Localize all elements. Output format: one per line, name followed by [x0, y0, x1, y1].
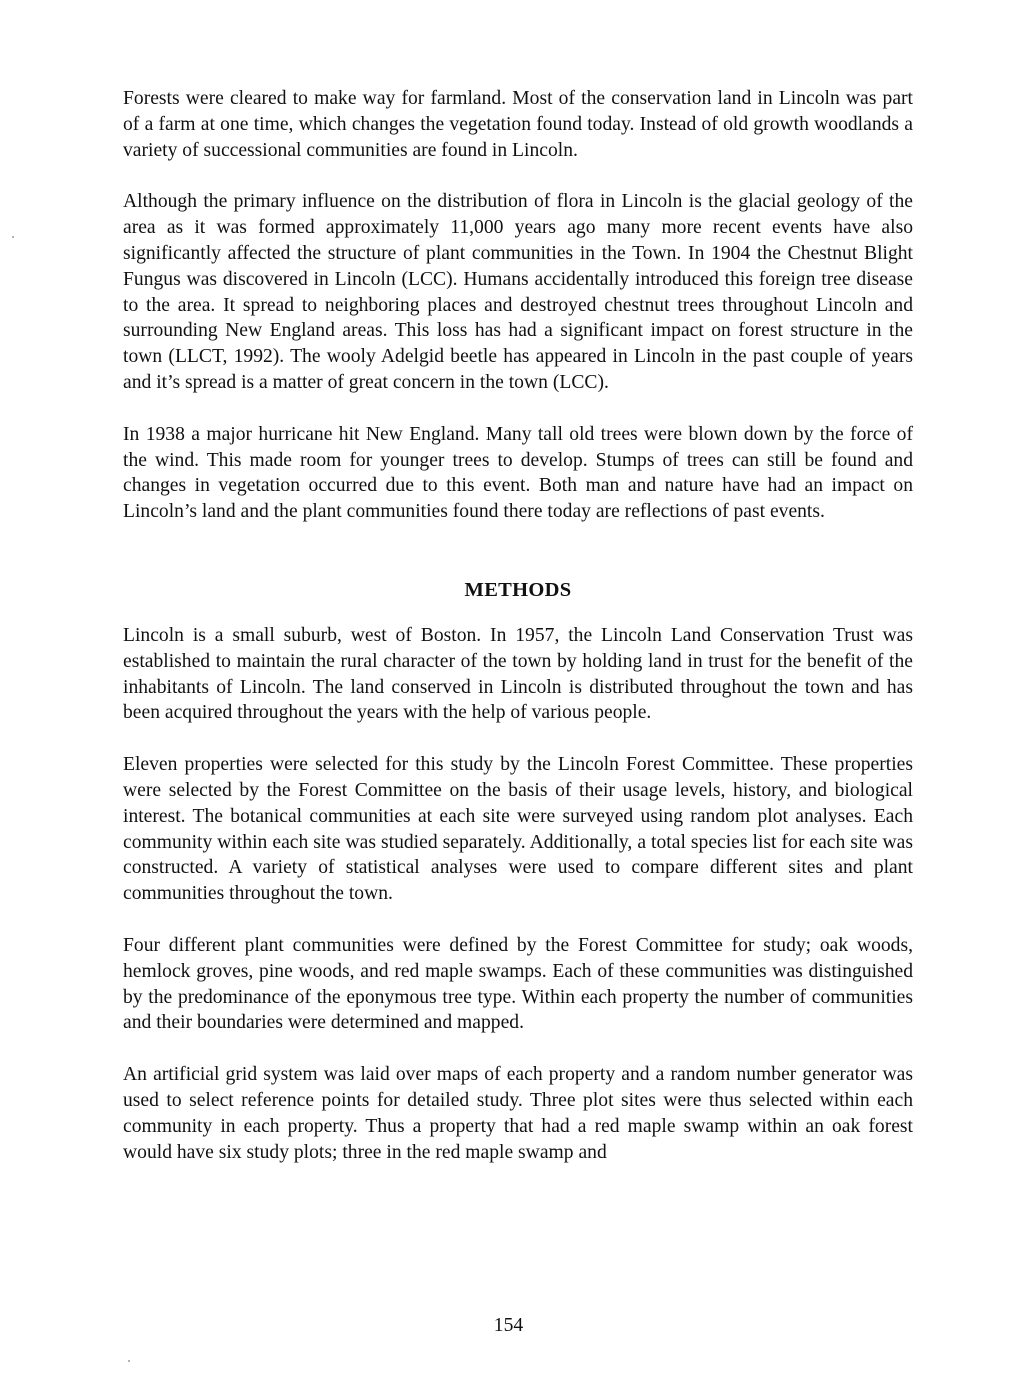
- methods-heading: METHODS: [464, 578, 572, 601]
- paragraph-hurricane-1938: In 1938 a major hurricane hit New England. Many tall old trees were blown down by the force of the wind. This made room for younger trees to develop. Stumps of trees can still be found and changes in vegetation occurred due to this event. Both man and nature have had an impact on Lincoln’s land and the plant communities found there today are reflections of past events.: [123, 423, 913, 523]
- paragraph-four-communities: Four different plant communities were defined by the Forest Committee for study; oak woods, hemlock groves, pine woods, and red maple swamps. Each of these communities was distinguished by the predominance of the eponymous tree type. Within each property the number of communities and their boundaries were determined and mapped.: [123, 934, 913, 1034]
- page-number: 154: [493, 1315, 524, 1336]
- paragraph-chestnut-blight: Although the primary influence on the distribution of flora in Lincoln is the glacial geology of the area as it was formed approximately 11,000 years ago many more recent events have also significantly affected the structure of plant communities in the Town. In 1904 the Chestnut Blight Fungus was discovered in Lincoln (LCC). Humans accidentally introduced this foreign tree disease to the area. It spread to neighboring places and destroyed chestnut trees throughout Lincoln and surrounding New England areas. This loss has had a significant impact on forest structure in the town (LLCT, 1992). The wooly Adelgid beetle has appeared in Lincoln in the past couple of years and it’s spread is a matter of great concern in the town (LCC).: [123, 191, 913, 393]
- paragraph-grid-system: An artificial grid system was laid over maps of each property and a random number generator was used to select reference points for detailed study. Three plot sites were thus selected within each community in each property. Thus a property that had a red maple swamp within an oak forest would have six study plots; three in the red maple swamp and: [123, 1064, 913, 1163]
- scan-speck: [128, 1360, 130, 1362]
- page-body: [123, 86, 913, 1165]
- paragraph-lincoln-suburb: Lincoln is a small suburb, west of Boston. In 1957, the Lincoln Land Conservation Trust was established to maintain the rural character of the town by holding land in trust for the benefit of the inhabitants of Lincoln. The land conserved in Lincoln is distributed throughout the town and has been acquired throughout the years with the help of various people.: [123, 624, 913, 724]
- scan-speck: [12, 236, 14, 238]
- paragraph-eleven-properties: Eleven properties were selected for this study by the Lincoln Forest Committee. These properties were selected by the Forest Committee on the basis of their usage levels, history, and biological interest. The botanical communities at each site were surveyed using random plot analyses. Each community within each site was studied separately. Additionally, a total species list for each site was constructed. A variety of statistical analyses were used to compare different sites and plant communities throughout the town.: [123, 754, 913, 905]
- paragraph-forests-cleared: Forests were cleared to make way for farmland. Most of the conservation land in Lincoln was part of a farm at one time, which changes the vegetation found today. Instead of old growth woodlands a variety of successional communities are found in Lincoln.: [123, 88, 913, 161]
